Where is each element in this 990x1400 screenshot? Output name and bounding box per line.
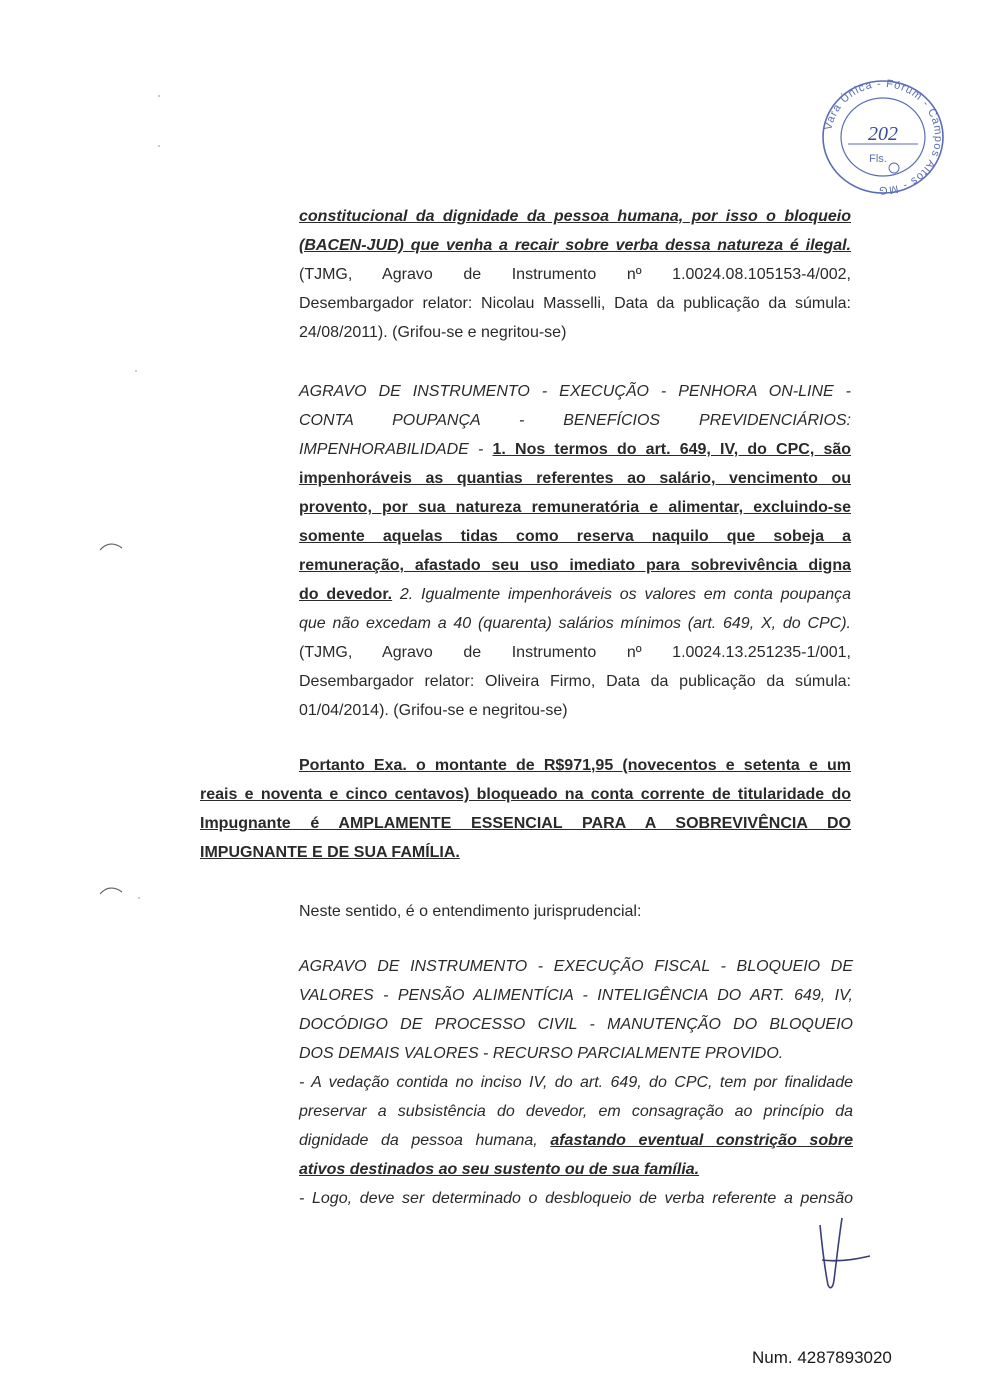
- text-line: somente aquelas tidas como reserva naquilo que sobeja a: [299, 528, 851, 545]
- argument-first-line: [299, 751, 851, 780]
- text-line: reais e noventa e cinco centavos) bloqueado na conta corrente de titularidade do: [200, 786, 851, 803]
- text-line: (TJMG, Agravo de Instrumento nº 1.0024.08.105153-4/002,: [299, 266, 851, 283]
- court-stamp: [818, 78, 948, 196]
- scan-speck: [158, 145, 160, 147]
- text-line: preservar a subsistência do devedor, em consagração ao princípio da: [299, 1103, 853, 1120]
- text-line: Impugnante é AMPLAMENTE ESSENCIAL PARA A SOBREVIVÊNCIA DO: [200, 815, 851, 832]
- intro-line: [299, 897, 851, 926]
- document-number: Num. 4287893020: [752, 1348, 892, 1367]
- text-line: 01/04/2014). (Grifou-se e negritou-se): [299, 702, 568, 719]
- text-line: (BACEN-JUD) que venha a recair sobre verba dessa natureza é ilegal.: [299, 237, 851, 254]
- scan-speck: [135, 370, 137, 372]
- jurisprudence-quote-1: [299, 377, 851, 725]
- jurisprudence-quote-2: [299, 952, 853, 1213]
- stamp-page-number: 202: [868, 123, 898, 145]
- argument-block: [200, 780, 851, 867]
- text-line: (TJMG, Agravo de Instrumento nº 1.0024.13.251235-1/001,: [299, 644, 851, 661]
- text-segment: IMPENHORABILIDADE -: [299, 441, 493, 458]
- stamp-label: Fls.: [869, 153, 887, 165]
- text-line: 24/08/2011). (Grifou-se e negritou-se): [299, 324, 567, 341]
- text-line: provento, por sua natureza remuneratória e alimentar, excluindo-se: [299, 499, 851, 516]
- scan-speck: [138, 897, 140, 899]
- text-line: impenhoráveis as quantias referentes ao salário, vencimento ou: [299, 470, 851, 487]
- text-segment: afastando eventual constrição sobre: [550, 1132, 853, 1149]
- citation-tail-block: [299, 202, 851, 347]
- text-line: constitucional da dignidade da pessoa humana, por isso o bloqueio: [299, 208, 851, 225]
- text-line: DOCÓDIGO DE PROCESSO CIVIL - MANUTENÇÃO DO BLOQUEIO: [299, 1016, 853, 1033]
- text-segment: do devedor.: [299, 586, 393, 603]
- text-line: - A vedação contida no inciso IV, do art. 649, do CPC, tem por finalidade: [299, 1074, 853, 1091]
- handwritten-initials: [808, 1210, 878, 1295]
- stamp-ring-text: Vara Única - Fórum - Campos Altos - MG: [822, 78, 945, 196]
- text-line: DOS DEMAIS VALORES - RECURSO PARCIALMENTE PROVIDO.: [299, 1045, 784, 1062]
- text-line: CONTA POUPANÇA - BENEFÍCIOS PREVIDENCIÁRIOS:: [299, 412, 851, 429]
- text-segment: dignidade da pessoa humana,: [299, 1132, 551, 1149]
- text-line: IMPUGNANTE E DE SUA FAMÍLIA.: [200, 844, 460, 861]
- text-line: Desembargador relator: Oliveira Firmo, Data da publicação da súmula:: [299, 673, 851, 690]
- text-line: AGRAVO DE INSTRUMENTO - EXECUÇÃO FISCAL - BLOQUEIO DE: [299, 958, 853, 975]
- text-line: ativos destinados ao seu sustento ou de sua família.: [299, 1161, 700, 1178]
- text-line: - Logo, deve ser determinado o desbloqueio de verba referente a pensão: [299, 1190, 853, 1207]
- text-segment: 2. Igualmente impenhoráveis os valores em conta poupança: [392, 586, 851, 603]
- text-segment: 1. Nos termos do art. 649, IV, do CPC, são: [492, 441, 852, 458]
- text-line: Portanto Exa. o montante de R$971,95 (novecentos e setenta e um: [299, 757, 851, 774]
- text-line: Desembargador relator: Nicolau Masselli, Data da publicação da súmula:: [299, 295, 851, 312]
- text-line: Neste sentido, é o entendimento jurisprudencial:: [299, 903, 642, 920]
- margin-mark: [98, 884, 126, 898]
- margin-mark: [98, 540, 126, 554]
- scan-speck: [158, 95, 160, 97]
- text-line: que não excedam a 40 (quarenta) salários mínimos (art. 649, X, do CPC).: [299, 615, 851, 632]
- text-line: AGRAVO DE INSTRUMENTO - EXECUÇÃO - PENHORA ON-LINE -: [299, 383, 851, 400]
- text-line: remuneração, afastado seu uso imediato para sobrevivência digna: [299, 557, 851, 574]
- text-line: VALORES - PENSÃO ALIMENTÍCIA - INTELIGÊNCIA DO ART. 649, IV,: [299, 987, 853, 1004]
